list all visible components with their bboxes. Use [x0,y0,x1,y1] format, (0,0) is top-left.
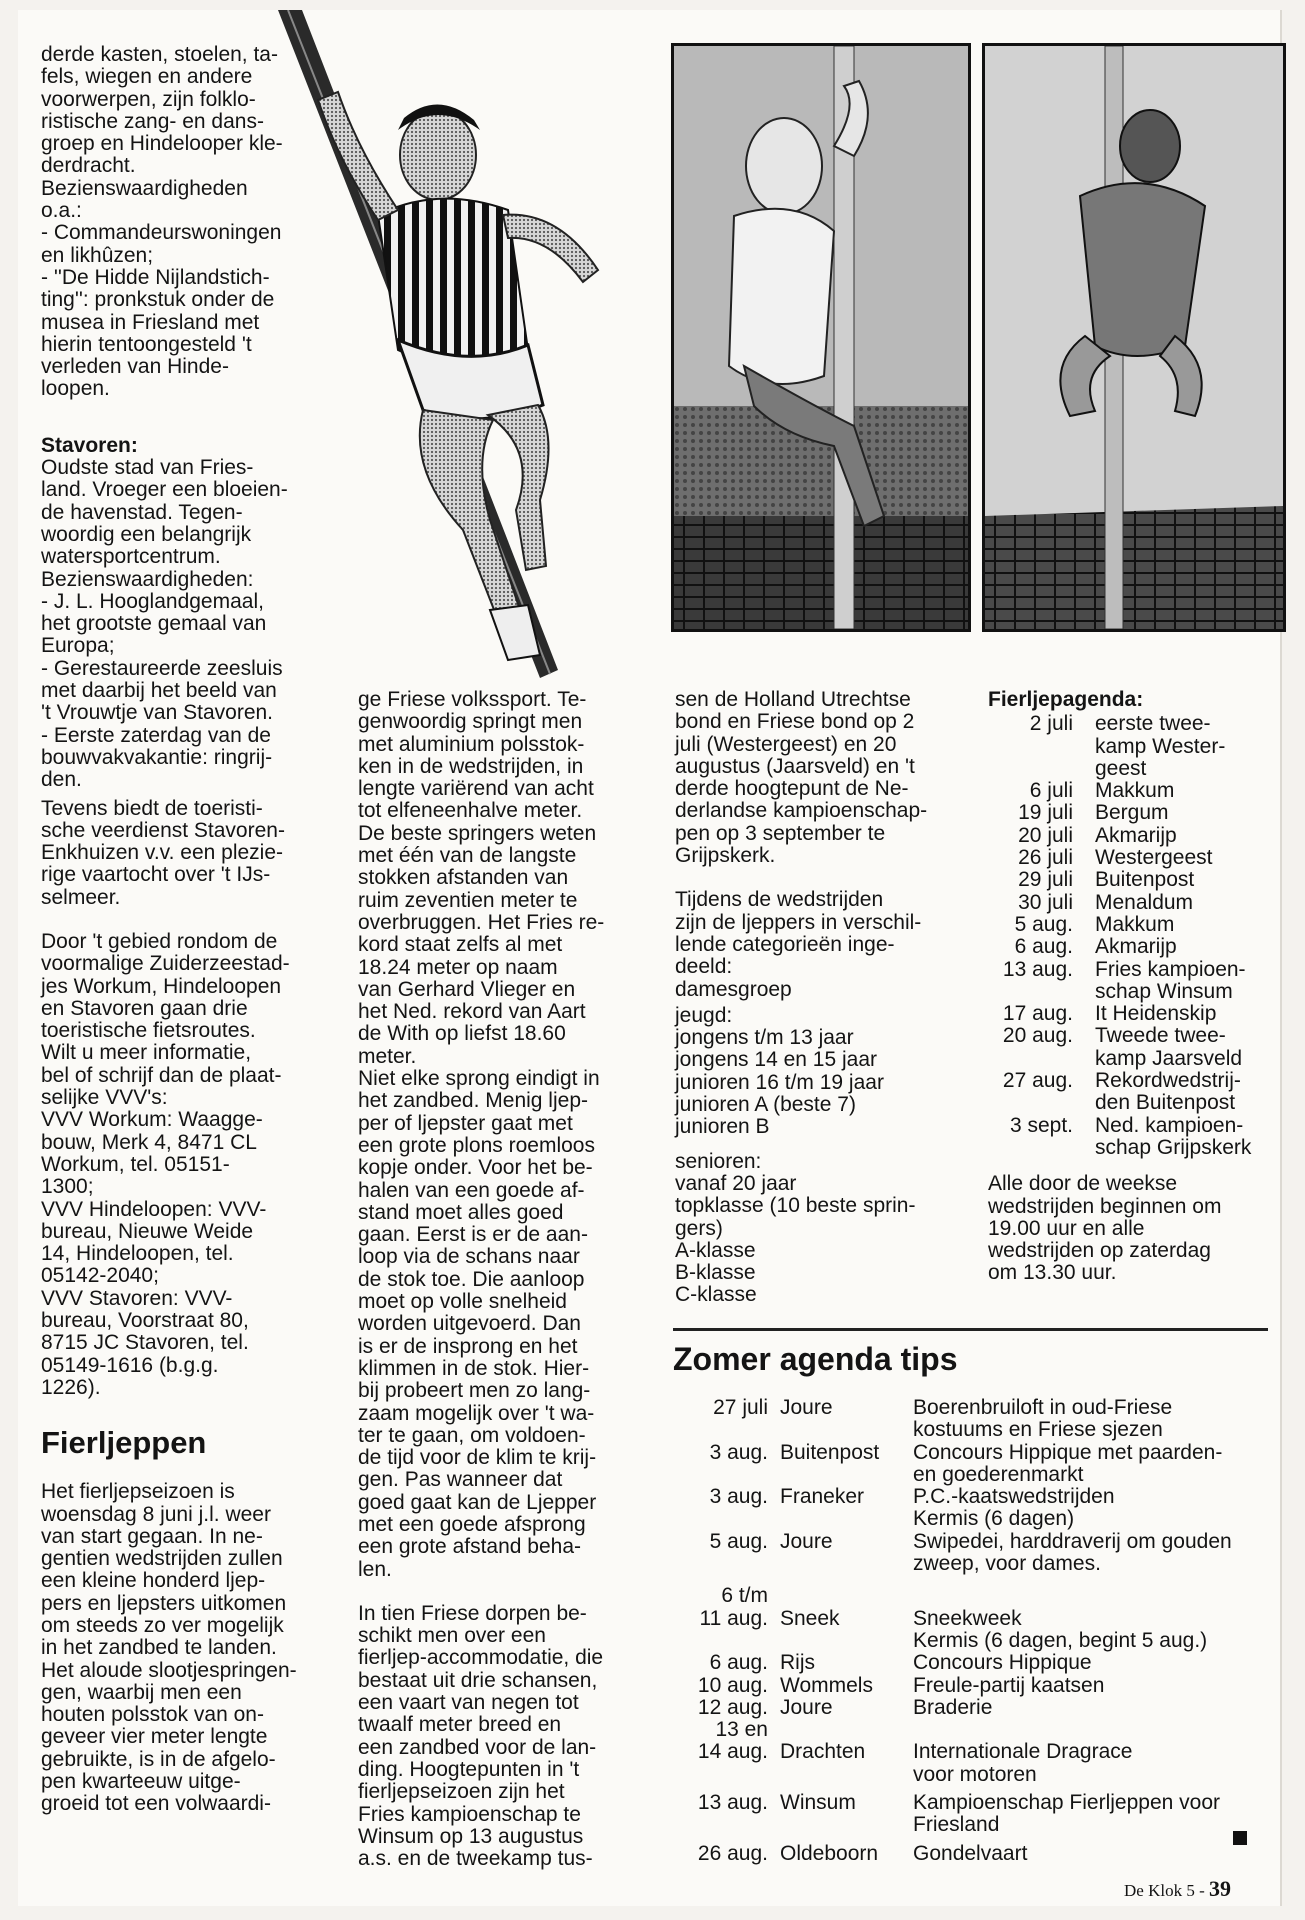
column-3 [675,689,975,1307]
hindeloopen-text: derde kasten, stoelen, ta- fels, wiegen en andere voorwerpen, zijn folklo- ristische zang- en dans- groep en Hindelooper kle- derdracht. Bezienswaardigheden o.a.: - Commandeurswoningen en likhûzen; - ''De Hidde Nijlandstich- ting'': pronkstuk onder de musea in Friesland met hierin tentoongesteld 't verleden van Hinde- loopen. [41,43,283,401]
stavoren-text: Oudste stad van Fries- land. Vroeger een bloeien- de havenstad. Tegen- woordig een belangrijk watersportcentrum. Bezienswaardigheden: - J. L. Hooglandgemaal, het grootste gemaal van Europa; - Gerestaureerde zeesluis met daarbij het beeld van 't Vrouwtje van Stavoren. - Eerste zaterdag van de bouwvakvakantie: ringrij- den. [41,456,288,792]
summer-tips-list [673,1397,1273,1865]
agenda-row: 20 juli Akmarijp [1018,823,1177,847]
agenda-row: 6 aug. Akmarijp [1014,935,1177,959]
senioren-categories: senioren: vanaf 20 jaar topklasse (10 beste sprin- gers) A-klasse B-klasse C-klasse [675,1149,916,1307]
fierljeppen-intro-text: Het fierljepseizoen is woensdag 8 juni j.l. weer van start gegaan. In ne- gentien wedstrijden zullen een kleine honderd ljep- pers en ljepsters uitkomen om steeds zo ver mogelijk in het zandbed te landen. Het aloude slootjespringen- gen, waarbij men een houten polsstok van on- geveer vier meter lengte gebruikte, is in de afgelo- pen kwarteeuw uitge- groeid tot een volwaardi- [41,1480,297,1816]
tip-row: 6 aug. Rijs Concours Hippique [709,1651,1092,1675]
agenda-row: 30 juli Menaldum [1018,890,1194,914]
hoogtepunten-text: sen de Holland Utrechtse bond en Friese bond op 2 juli (Westergeest) en 20 augustus (Jaarsveld) en 't derde hoogtepunt de Ne- derlandse kampioenschap- pen op 3 september te Grijpskerk. [675,688,928,868]
pole-vaulter-cutout-photo [258,10,688,700]
tip-row: 10 aug. Wommels Freule-partij kaatsen [697,1673,1105,1697]
tip-row: 27 juli Joure Boerenbruiloft in oud-Friese kostuums en Friese sjezen [713,1396,1173,1442]
tip-row: 5 aug. Joure Swipedei, harddraverij om gouden zweep, voor dames. [709,1529,1232,1576]
page-number: 39 [1209,1876,1231,1901]
tips-heading: Zomer agenda tips [673,1341,958,1377]
accommodatie-text: In tien Friese dorpen be- schikt men over een fierljep-accommodatie, die bestaat uit drie schansen, een vaart van negen tot twaalf meter breed en een zandbed voor de lan- ding. Hoogtepunten in 't fierljepseizoen zijn het Fries kampioenschap te Winsum op 13 augustus a.s. en de tweekamp tus- [358,1601,604,1871]
column-2 [358,689,668,1870]
agenda-row: 13 aug. Fries kampioen- schap Winsum [1002,957,1246,1003]
footer-separator: - [1199,1881,1205,1900]
agenda-row: 3 sept. Ned. kampioen- schap Grijpskerk [1009,1113,1252,1159]
tip-row: 3 aug. Buitenpost Concours Hippique met paarden- en goederenmarkt [709,1440,1223,1486]
agenda-list [988,713,1278,1159]
fierljep-agenda [988,689,1278,1285]
page-footer [1124,1876,1231,1902]
categorieen-text: Tijdens de wedstrijden zijn de ljeppers in verschil- lende categorieën inge- deeld: damesgroep [675,888,922,1001]
agenda-note: Alle door de weekse wedstrijden beginnen om 19.00 uur en alle wedstrijden op zaterdag om 13.30 uur. [988,1172,1222,1285]
magazine-name: De Klok 5 [1124,1881,1195,1900]
agenda-row: 20 aug. Tweede twee- kamp Jaarsveld [1002,1024,1243,1070]
agenda-row: 27 aug. Rekordwedstrij- den Buitenpost [1002,1069,1241,1115]
climbing-boy-photo-2 [982,43,1286,632]
tip-row: 12 aug. Joure Braderie [697,1695,993,1719]
agenda-row: 19 juli Bergum [1018,801,1169,825]
end-mark-square [1233,1831,1247,1845]
agenda-row: 2 juli eerste twee- kamp Wester- geest [1029,712,1226,780]
tip-row: 6 t/m 11 aug. Sneek Sneekweek Kermis (6 dagen, begint 5 aug.) [699,1584,1208,1652]
magazine-page [18,10,1282,1906]
pole-vaulter-illustration [258,10,688,700]
climbing-boy-photo-1 [671,43,971,632]
tips-divider [673,1328,1268,1331]
agenda-row: 26 juli Westergeest [1018,846,1213,870]
tip-row: 26 aug. Oldeboorn Gondelvaart [697,1841,1028,1865]
agenda-row: 29 juli Buitenpost [1018,868,1195,892]
fierljeppen-heading: Fierljeppen [41,1425,207,1461]
volkssport-text: ge Friese volkssport. Te- genwoordig springt men met aluminium polsstok- ken in de wedstrijden, in lengte variërend van acht tot elfeneenhalve meter. De beste springers weten met één van de langste stokken afstanden van ruim zeventien meter te overbruggen. Het Fries re- kord staat zelfs al met 18.24 meter op naam van Gerhard Vlieger en het Ned. rekord van Aart de With op liefst 18.60 meter. Niet elke sprong eindigt in het zandbed. Menig ljep- per of ljepster gaat met een grote plons roemloos kopje onder. Voor het be- halen van een goede af- stand moet alles goed gaan. Eerst is er de aan- loop via de schans naar de stok toe. Die aanloop moet op volle snelheid worden uitgevoerd. Dan is er de insprong en het klimmen in de stok. Hier- bij probeert men zo lang- zaam mogelijk over 't wa- ter te gaan, om voldoen- de tijd voor de klim te krij- gen. Pas wanneer dat goed gaat kan de Ljepper met een goede afsprong een grote afstand beha- len. [358,688,605,1581]
stavoren-heading: Stavoren: [41,433,138,457]
agenda-row: 17 aug. It Heidenskip [1002,1002,1217,1026]
tip-row: 13 aug. Winsum Kampioenschap Fierljeppen voor Friesland [697,1791,1221,1837]
agenda-heading: Fierljepagenda: [988,688,1144,711]
tip-row: 13 en 14 aug. Drachten Internationale Dragrace voor motoren [697,1718,1133,1786]
veerdienst-text: Tevens biedt de toeristi- sche veerdienst Stavoren- Enkhuizen v.v. een plezie- rige vaartocht over 't IJs- selmeer. [41,796,285,909]
agenda-row: 5 aug. Makkum [1014,912,1175,936]
tip-row: 3 aug. Franeker P.C.-kaatswedstrijden Kermis (6 dagen) [709,1485,1115,1531]
jeugd-categories: jeugd: jongens t/m 13 jaar jongens 14 en 15 jaar junioren 16 t/m 19 jaar junioren A (beste 7) junioren B [675,1003,884,1139]
agenda-row: 6 juli Makkum [1029,779,1175,803]
fietsroutes-text: Door 't gebied rondom de voormalige Zuiderzeestad- jes Workum, Hindeloopen en Stavoren gaan drie toeristische fietsroutes. Wilt u meer informatie, bel of schrijf dan de plaat- selijke VVV's: VVV Workum: Waagge- bouw, Merk 4, 8471 CL Workum, tel. 05151- 1300; VVV Hindeloopen: VVV- bureau, Nieuwe Weide 14, Hindeloopen, tel. 05142-2040; VVV Stavoren: VVV- bureau, Voorstraat 80, 8715 JC Stavoren, tel. 05149-1616 (b.g.g. 1226). [41,929,290,1399]
